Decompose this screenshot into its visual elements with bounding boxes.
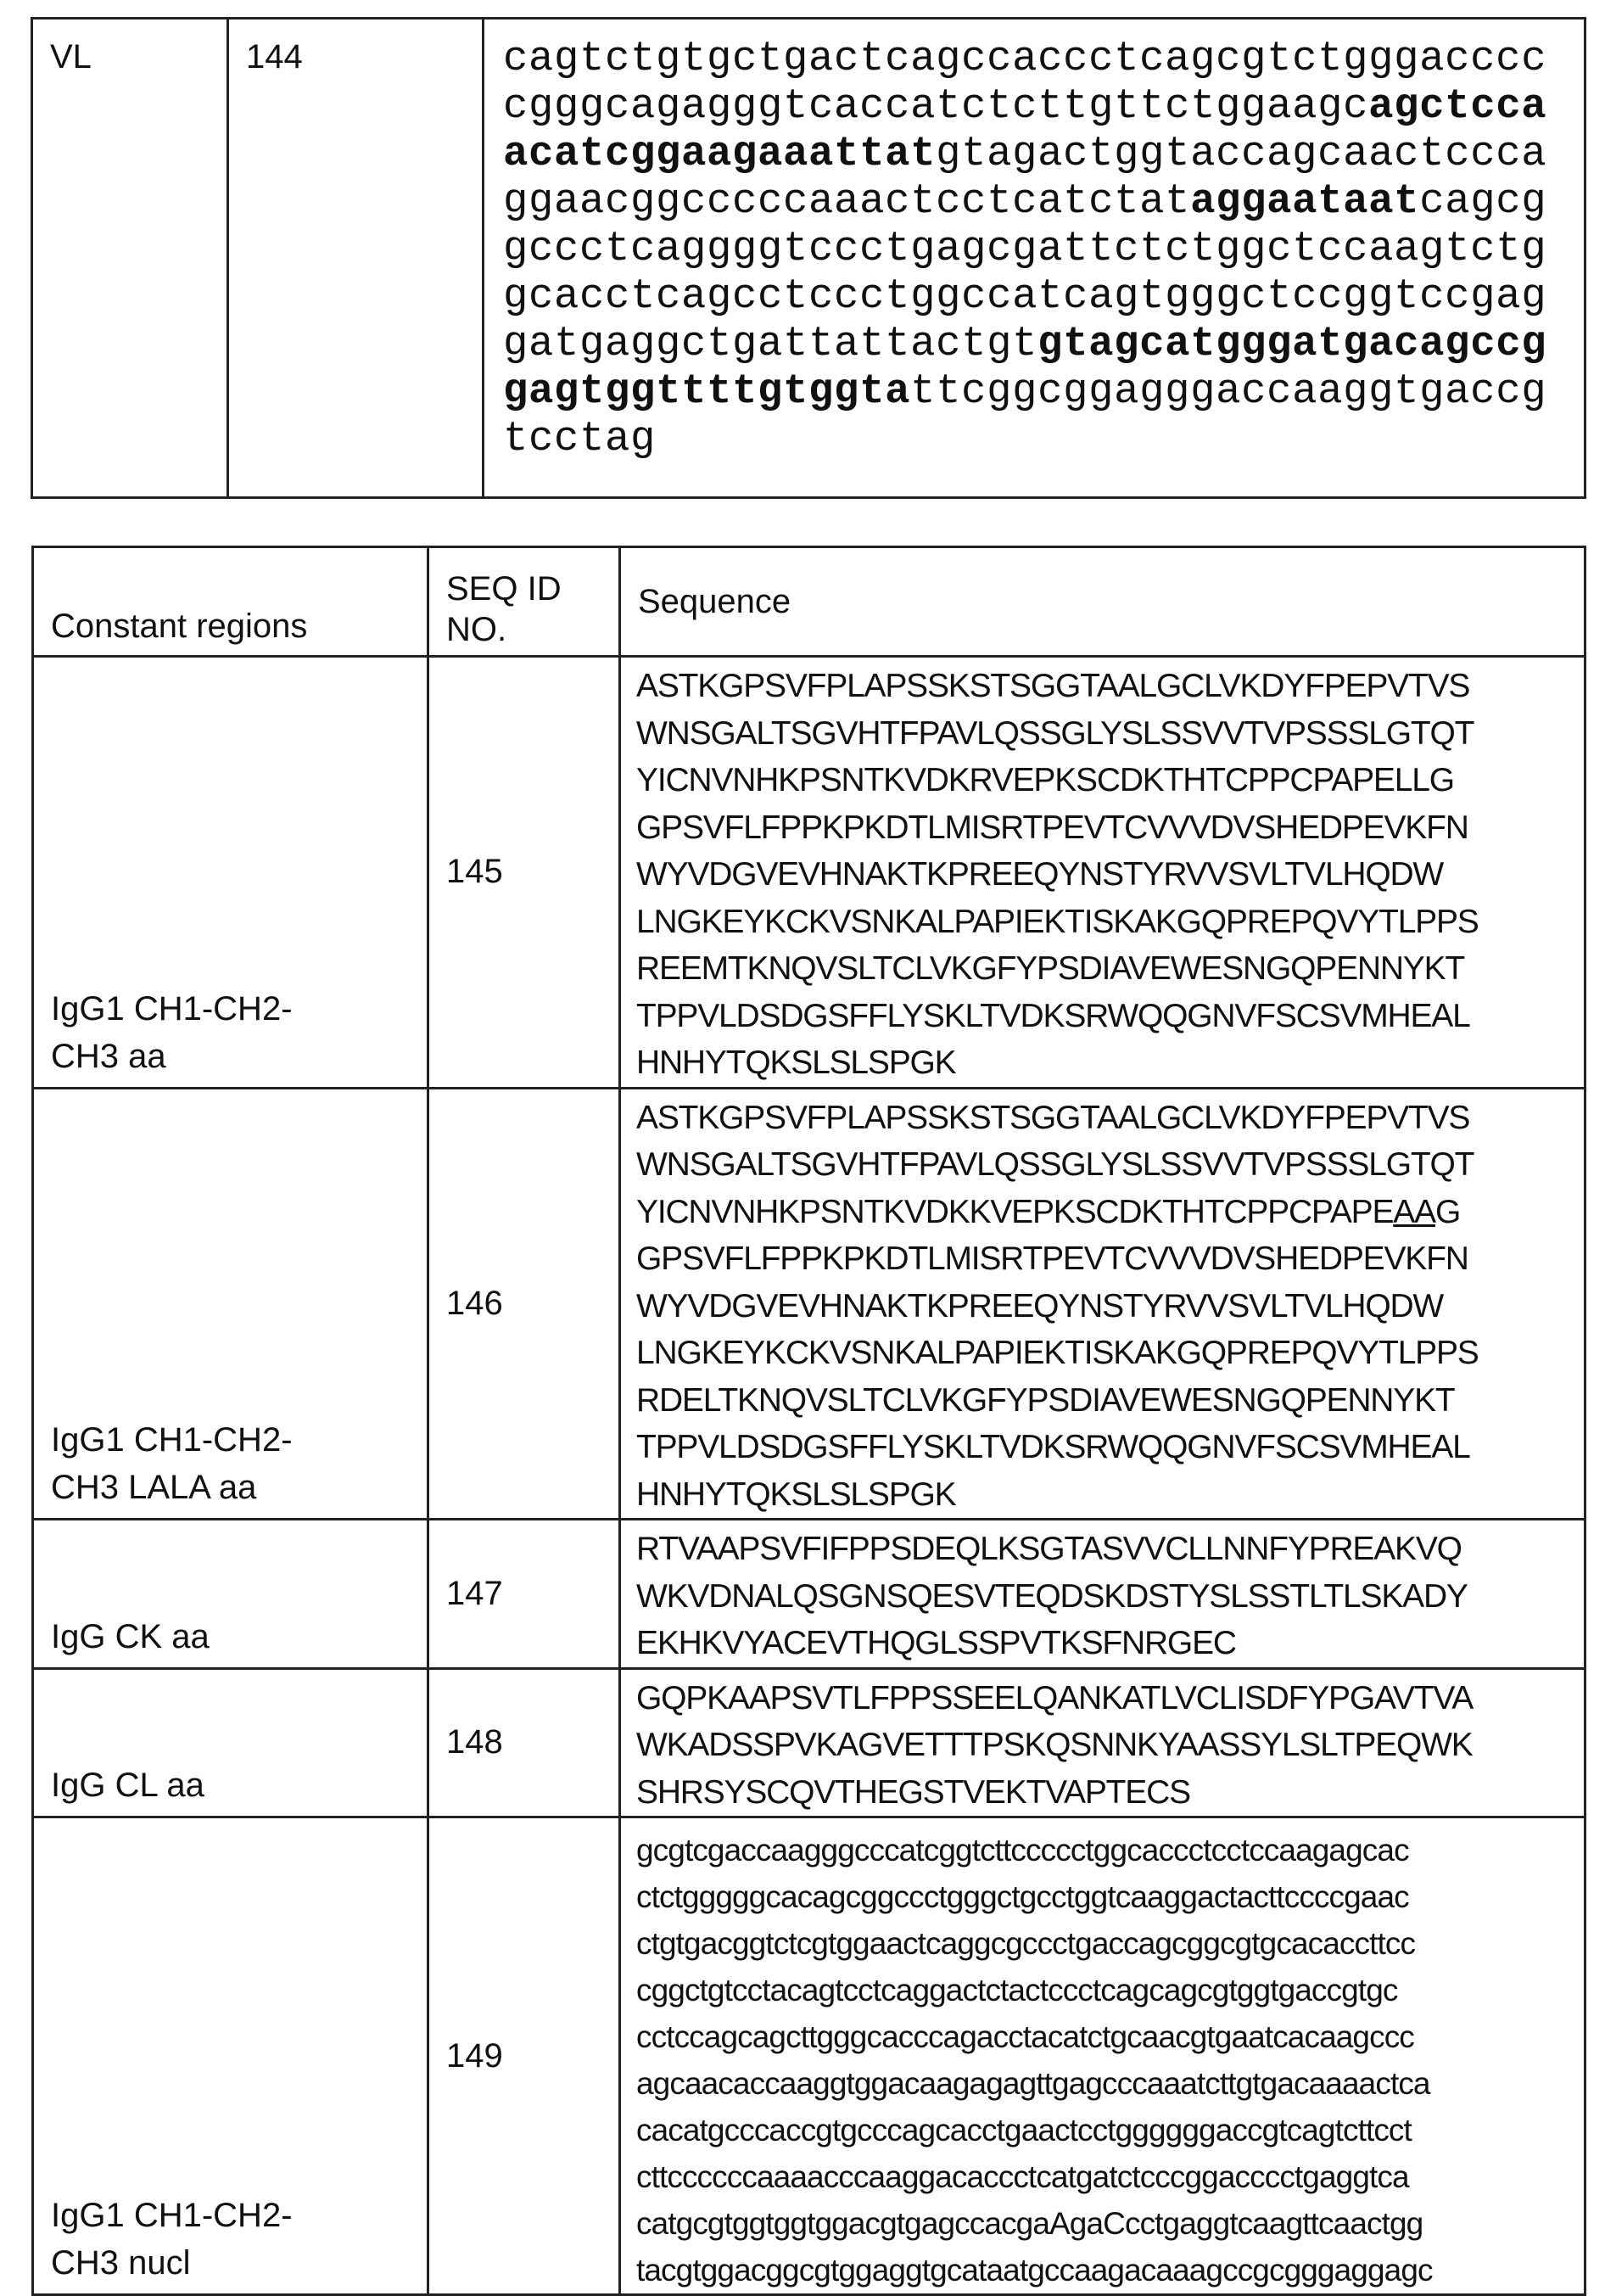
sequence-segment: gtagactggtaccagcaactccca xyxy=(936,130,1546,177)
sequence-line xyxy=(636,899,1584,946)
sequence-segment: YICNVNHKPSNTKVDKRVEPKSCDKTHTCPPCPAPELLG xyxy=(636,762,1454,798)
sequence-segment: HNHYTQKSLSLSPGK xyxy=(636,1044,955,1081)
sequence-segment: cctccagcagcttgggcacccagacctacatctgcaacgtgaatcacaagccc xyxy=(636,2019,1414,2054)
table-row xyxy=(33,1817,1585,2295)
region-label-line: CH3 LALA aa xyxy=(51,1464,427,1511)
bold-segment: gagtggttttgtggta xyxy=(503,367,910,415)
sequence-text xyxy=(621,1818,1584,2293)
sequence-line xyxy=(636,1526,1584,1573)
sequence-line xyxy=(503,82,1584,130)
seq-id: 144 xyxy=(229,20,482,76)
sequence-line xyxy=(636,2200,1584,2247)
sequence-segment: WKADSSPVKAGVETTTPSKQSNNKYAASSYLSLTPEQWK xyxy=(636,1727,1473,1763)
sequence-line xyxy=(636,804,1584,852)
table-row xyxy=(32,19,1585,498)
sequence-segment: WYVDGVEVHNAKTKPREEQYNSTYRVVSVLTVLHQDW xyxy=(636,856,1443,893)
sequence-line xyxy=(636,851,1584,899)
sequence-segment: G xyxy=(1435,1194,1460,1230)
sequence-segment: cgggcagagggtcaccatctcttgttctggaagc xyxy=(503,82,1368,130)
sequence-line xyxy=(636,2107,1584,2153)
header-seq-id-line1: SEQ ID xyxy=(446,568,618,609)
sequence-line xyxy=(636,2247,1584,2293)
region-label xyxy=(33,1668,428,1817)
sequence-segment: ttcggcggagggaccaaggtgaccg xyxy=(910,367,1546,415)
sequence-line xyxy=(636,1283,1584,1330)
table-row xyxy=(33,1668,1585,1817)
sequence-line xyxy=(636,1330,1584,1377)
sequence-cell xyxy=(620,1520,1585,1669)
region-label xyxy=(33,1088,428,1520)
sequence-segment: WNSGALTSGVHTFPAVLQSSGLYSLSSVVTVPSSSLGTQT xyxy=(636,1146,1474,1183)
sequence-segment: ASTKGPSVFPLAPSSKSTSGGTAALGCLVKDYFPEPVTVS xyxy=(636,1100,1469,1136)
bold-segment: aggaataat xyxy=(1190,177,1419,225)
region-label xyxy=(33,1817,428,2295)
region-label-line: CH3 aa xyxy=(51,1033,427,1080)
sequence-segment: ggaacggcccccaaactcctcatctat xyxy=(503,177,1190,225)
region-label-line: IgG CK aa xyxy=(51,1613,427,1660)
sequence-line xyxy=(503,367,1584,415)
sequence-segment: SHRSYSCQVTHEGSTVEKTVAPTECS xyxy=(636,1774,1190,1811)
sequence-line xyxy=(636,663,1584,710)
sequence-segment: gcgtcgaccaagggcccatcggtcttccccctggcaccctcctccaagagcac xyxy=(636,1833,1409,1868)
constant-regions-table xyxy=(31,546,1586,2296)
sequence-segment: LNGKEYKCKVSNKALPAPIEKTISKAKGQPREPQVYTLPPS xyxy=(636,904,1479,940)
sequence-segment: WKVDNALQSGNSQESVTEQDSKDSTYSLSSTLTLSKADY xyxy=(636,1578,1468,1615)
sequence-segment: LNGKEYKCKVSNKALPAPIEKTISKAKGQPREPQVYTLPPS xyxy=(636,1335,1479,1371)
sequence-line xyxy=(636,710,1584,758)
sequence-line xyxy=(636,945,1584,993)
sequence-line xyxy=(636,2153,1584,2200)
sequence-segment: cacatgcccaccgtgcccagcacctgaactcctggggggaccgtcagtcttcct xyxy=(636,2113,1412,2148)
sequence-line xyxy=(503,415,1584,462)
region-cell xyxy=(32,19,228,498)
sequence-segment: REEMTKNQVSLTCLVKGFYPSDIAVEWESNGQPENNYKT xyxy=(636,950,1464,987)
sequence-segment: EKHKVYACEVTHQGLSSPVTKSFNRGEC xyxy=(636,1625,1236,1661)
sequence-text xyxy=(621,1520,1584,1667)
region-label xyxy=(33,1520,428,1669)
sequence-segment: cttccccccaaaacccaaggacaccctcatgatctcccggacccctgaggtca xyxy=(636,2159,1409,2194)
sequence-cell xyxy=(620,1668,1585,1817)
sequence-segment: ASTKGPSVFPLAPSSKSTSGGTAALGCLVKDYFPEPVTVS xyxy=(636,668,1469,704)
sequence-line xyxy=(636,1189,1584,1236)
header-row xyxy=(33,547,1585,657)
sequence-line xyxy=(636,1827,1584,1873)
underlined-segment: AA xyxy=(1393,1194,1435,1230)
sequence-segment: GPSVFLFPPKPKDTLMISRTPEVTCVVVDVSHEDPEVKFN xyxy=(636,809,1468,846)
sequence-segment: TPPVLDSDGSFFLYSKLTVDKSRWQQGNVFSCSVMHEAL xyxy=(636,998,1470,1034)
header-seq-id xyxy=(428,547,620,657)
sequence-line xyxy=(636,1722,1584,1769)
sequence-line xyxy=(636,1675,1584,1722)
region-label-line: IgG1 CH1-CH2- xyxy=(51,1416,427,1464)
sequence-text xyxy=(621,1670,1584,1817)
sequence-segment: gcacctcagcctccctggccatcagtgggctccggtccgag xyxy=(503,272,1546,320)
sequence-segment: ctgtgacggtctcgtggaactcaggcgccctgaccagcggcgtgcacaccttcc xyxy=(636,1926,1415,1961)
sequence-segment: agcaacaccaaggtggacaagagagttgagcccaaatcttgtgacaaaactca xyxy=(636,2066,1430,2101)
seq-id: 145 xyxy=(428,657,620,1089)
sequence-line xyxy=(636,1377,1584,1425)
header-seq-id-line2: NO. xyxy=(446,609,618,650)
header-constant-regions: Constant regions xyxy=(33,547,428,657)
bold-segment: agctcca xyxy=(1368,82,1546,130)
sequence-segment: cagtctgtgctgactcagccaccctcagcgtctgggacccc xyxy=(503,35,1546,82)
sequence-line xyxy=(503,272,1584,320)
region-label-line: IgG1 CH1-CH2- xyxy=(51,2192,427,2239)
sequence-segment: gccctcaggggtccctgagcgattctctggctccaagtctg xyxy=(503,225,1546,272)
sequence-line xyxy=(636,1769,1584,1817)
sequence-cell xyxy=(620,1817,1585,2295)
sequence-segment: RDELTKNQVSLTCLVKGFYPSDIAVEWESNGQPENNYKT xyxy=(636,1382,1455,1419)
sequence-text xyxy=(621,658,1584,1087)
sequence-line xyxy=(636,2013,1584,2060)
sequence-line xyxy=(503,320,1584,367)
sequence-line xyxy=(503,130,1584,177)
sequence-cell xyxy=(620,1088,1585,1520)
sequence-segment: tcctag xyxy=(503,415,656,462)
sequence-segment: cggctgtcctacagtcctcaggactctactccctcagcagcgtggtgaccgtgc xyxy=(636,1973,1397,2008)
vl-sequence-table xyxy=(31,17,1586,499)
sequence-line xyxy=(636,1424,1584,1471)
sequence-segment: WYVDGVEVHNAKTKPREEQYNSTYRVVSVLTVLHQDW xyxy=(636,1288,1443,1324)
sequence-line xyxy=(636,1920,1584,1967)
sequence-line xyxy=(636,1573,1584,1621)
seq-id: 146 xyxy=(428,1088,620,1520)
sequence-line xyxy=(636,1471,1584,1519)
sequence-segment: HNHYTQKSLSLSPGK xyxy=(636,1476,955,1513)
header-sequence: Sequence xyxy=(620,547,1585,657)
sequence-line xyxy=(503,225,1584,272)
sequence-segment: ctctgggggcacagcggccctgggctgcctggtcaaggactacttccccgaac xyxy=(636,1879,1409,1914)
table-row xyxy=(33,1088,1585,1520)
sequence-segment: YICNVNHKPSNTKVDKKVEPKSCDKTHTCPPCPAPE xyxy=(636,1194,1393,1230)
region-label-line: IgG1 CH1-CH2- xyxy=(51,985,427,1033)
sequence-line xyxy=(636,1967,1584,2013)
table-row xyxy=(33,1520,1585,1669)
sequence-cell xyxy=(484,19,1585,498)
sequence-segment: WNSGALTSGVHTFPAVLQSSGLYSLSSVVTVPSSSLGTQT xyxy=(636,715,1474,752)
sequence-line xyxy=(636,1095,1584,1142)
sequence-line xyxy=(636,1141,1584,1189)
sequence-line xyxy=(636,1039,1584,1087)
sequence-segment: cagcg xyxy=(1419,177,1546,225)
sequence-segment: catgcgtggtggtggacgtgagccacgaAgaCcctgaggtcaagttcaactgg xyxy=(636,2206,1423,2241)
sequence-line xyxy=(636,993,1584,1040)
sequence-line xyxy=(636,2060,1584,2107)
sequence-line xyxy=(636,1620,1584,1667)
region-label-line: IgG CL aa xyxy=(51,1761,427,1809)
sequence-text xyxy=(484,20,1584,462)
sequence-segment: TPPVLDSDGSFFLYSKLTVDKSRWQQGNVFSCSVMHEAL xyxy=(636,1429,1470,1465)
sequence-text xyxy=(621,1089,1584,1519)
sequence-line xyxy=(636,1873,1584,1920)
sequence-segment: RTVAAPSVFIFPPSDEQLKSGTASVVCLLNNFYPREAKVQ xyxy=(636,1531,1462,1567)
bold-segment: acatcggaagaaattat xyxy=(503,130,936,177)
sequence-line xyxy=(636,757,1584,804)
sequence-line xyxy=(503,35,1584,82)
region-label-line: CH3 nucl xyxy=(51,2239,427,2287)
sequence-line xyxy=(503,177,1584,225)
region-label: VL xyxy=(33,20,226,76)
sequence-segment: tacgtggacggcgtggaggtgcataatgccaagacaaagccgcgggaggagc xyxy=(636,2253,1433,2288)
seq-id: 149 xyxy=(428,1817,620,2295)
table-row xyxy=(33,657,1585,1089)
sequence-segment: GPSVFLFPPKPKDTLMISRTPEVTCVVVDVSHEDPEVKFN xyxy=(636,1240,1468,1277)
sequence-segment: gatgaggctgattattactgt xyxy=(503,320,1037,367)
sequence-line xyxy=(636,1235,1584,1283)
seq-id-cell xyxy=(228,19,484,498)
bold-segment: gtagcatgggatgacagccg xyxy=(1037,320,1546,367)
seq-id: 147 xyxy=(428,1520,620,1669)
sequence-cell xyxy=(620,657,1585,1089)
seq-id: 148 xyxy=(428,1668,620,1817)
region-label xyxy=(33,657,428,1089)
sequence-segment: GQPKAAPSVTLFPPSSEELQANKATLVCLISDFYPGAVTVA xyxy=(636,1680,1473,1716)
